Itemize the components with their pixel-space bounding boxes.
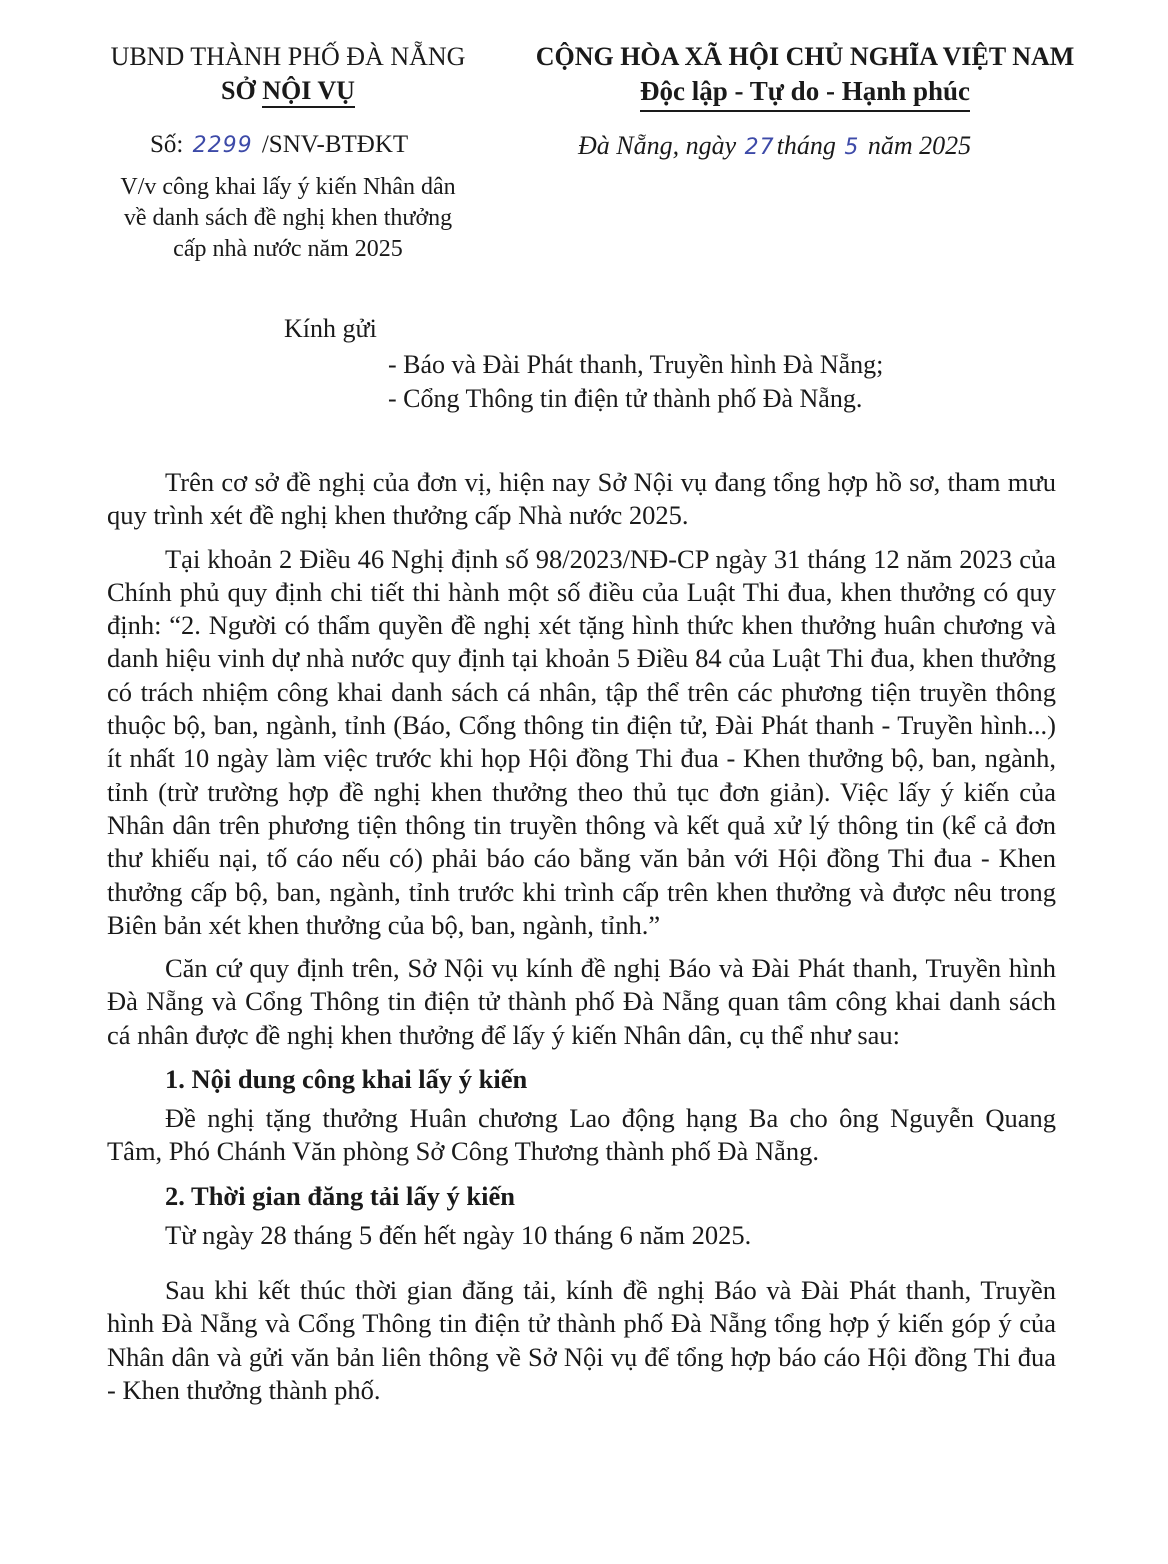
recipient-item: - Cổng Thông tin điện tử thành phố Đà Nẵng. bbox=[388, 384, 863, 413]
subject-line: về danh sách đề nghị khen thưởng bbox=[123, 205, 453, 231]
document-number-prefix: Số: bbox=[150, 131, 184, 158]
document-number bbox=[150, 128, 408, 163]
dateline bbox=[578, 128, 971, 166]
section-paragraph: Từ ngày 28 tháng 5 đến hết ngày 10 tháng 6 năm 2025. bbox=[165, 1219, 752, 1250]
section-heading: 1. Nội dung công khai lấy ý kiến bbox=[165, 1064, 528, 1095]
document-body bbox=[107, 466, 1056, 1417]
subject-summary bbox=[92, 172, 484, 265]
recipient-list bbox=[388, 348, 883, 416]
handwritten-day: 27 bbox=[744, 135, 775, 160]
body-paragraph: Trên cơ sở đề nghị của đơn vị, hiện nay Sở Nội vụ đang tổng hợp hồ sơ, tham mưu quy trình xét đề nghị khen thưởng cấp Nhà nước 2025. bbox=[107, 467, 1056, 531]
recipient-item: - Báo và Đài Phát thanh, Truyền hình Đà Nẵng; bbox=[388, 350, 884, 379]
dateline-month-label: tháng bbox=[776, 131, 836, 160]
national-motto: Độc lập - Tự do - Hạnh phúc bbox=[640, 74, 970, 112]
body-paragraph: Sau khi kết thúc thời gian đăng tải, kính đề nghị Báo và Đài Phát thanh, Truyền hình Đà Nẵng và Cổng Thông tin điện tử thành phố Đà Nẵng tổng hợp ý kiến góp ý của Nhân dân và gửi văn bản liên thông về Sở Nội vụ để tổng hợp báo cáo Hội đồng Thi đua - Khen thưởng thành phố. bbox=[107, 1274, 1056, 1405]
parent-agency: UBND THÀNH PHỐ ĐÀ NẴNG bbox=[110, 42, 466, 71]
agency-name bbox=[92, 74, 484, 108]
greeting: Kính gửi bbox=[284, 314, 377, 343]
handwritten-document-number: 2299 bbox=[192, 133, 253, 158]
handwritten-month: 5 bbox=[844, 135, 860, 160]
nation-name: CỘNG HÒA XÃ HỘI CHỦ NGHĨA VIỆT NAM bbox=[535, 42, 1075, 71]
agency-name-prefix: SỞ bbox=[221, 76, 263, 105]
dateline-place: Đà Nẵng, ngày bbox=[578, 131, 737, 160]
issuing-agency-block bbox=[92, 40, 484, 108]
subject-line: V/v công khai lấy ý kiến Nhân dân bbox=[120, 174, 456, 200]
section-heading: 2. Thời gian đăng tải lấy ý kiến bbox=[165, 1180, 515, 1211]
section-paragraph: Đề nghị tặng thưởng Huân chương Lao động hạng Ba cho ông Nguyễn Quang Tâm, Phó Chánh Văn phòng Sở Công Thương thành phố Đà Nẵng. bbox=[107, 1103, 1056, 1167]
body-paragraph: Căn cứ quy định trên, Sở Nội vụ kính đề nghị Báo và Đài Phát thanh, Truyền hình Đà Nẵng và Cổng Thông tin điện tử thành phố Đà Nẵng quan tâm công khai danh sách cá nhân được đề nghị khen thưởng để lấy ý kiến Nhân dân, cụ thể như sau: bbox=[107, 953, 1056, 1050]
national-header-block bbox=[500, 40, 1110, 112]
body-paragraph: Tại khoản 2 Điều 46 Nghị định số 98/2023/NĐ-CP ngày 31 tháng 12 năm 2023 của Chính phủ quy định chi tiết thi hành một số điều của Luật Thi đua, khen thưởng có quy định: “2. Người có thẩm quyền đề nghị xét tặng hình thức khen thưởng huân chương và danh hiệu vinh dự nhà nước quy định tại khoản 5 Điều 84 của Luật Thi đua, khen thưởng có trách nhiệm công khai danh sách cá nhân, tập thể trên các phương tiện truyền thông thuộc bộ, ban, ngành, tỉnh (Báo, Cổng thông tin điện tử, Đài Phát thanh - Truyền hình...) ít nhất 10 ngày làm việc trước khi họp Hội đồng Thi đua - Khen thưởng bộ, ban, ngành, tỉnh (trừ trường hợp đề nghị khen thưởng theo thủ tục đơn giản). Việc lấy ý kiến của Nhân dân trên phương tiện thông tin truyền thông và kết quả xử lý thông tin (kể cả đơn thư khiếu nại, tố cáo nếu có) phải báo cáo bằng văn bản với Hội đồng Thi đua - Khen thưởng cấp bộ, ban, ngành, tỉnh trước khi trình cấp trên khen thưởng và được nêu trong Biên bản xét khen thưởng của bộ, ban, ngành, tỉnh.” bbox=[107, 543, 1056, 940]
dateline-year: năm 2025 bbox=[867, 131, 972, 160]
document-number-suffix: /SNV-BTĐKT bbox=[261, 131, 409, 158]
subject-line: cấp nhà nước năm 2025 bbox=[173, 236, 403, 262]
agency-name-underlined: NỘI VỤ bbox=[262, 76, 355, 108]
